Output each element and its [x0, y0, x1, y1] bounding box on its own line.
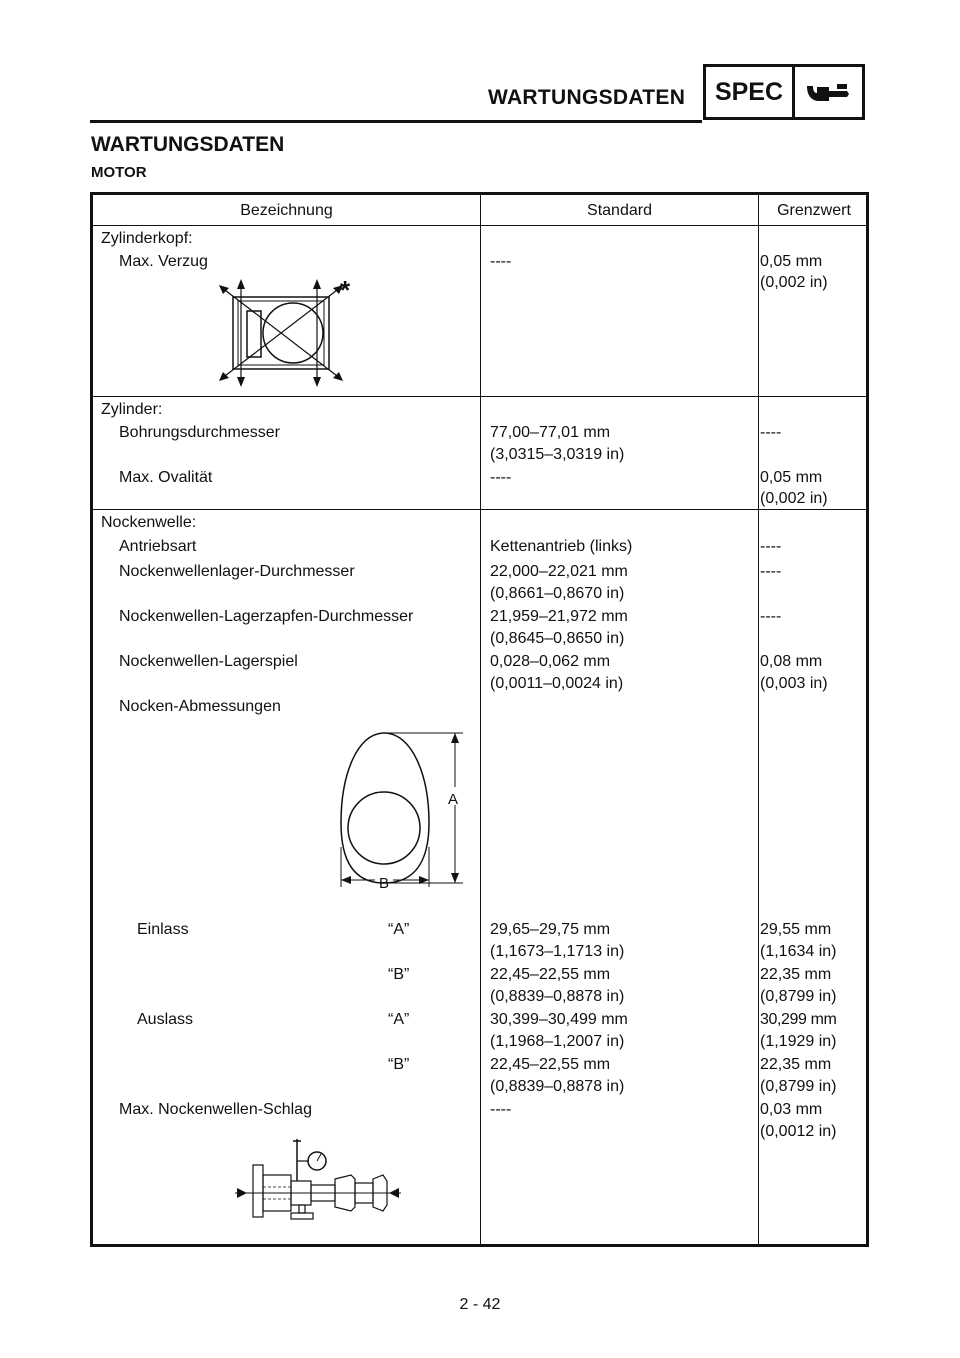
row-standard-auslass-b: 22,45–22,55 mm — [490, 1056, 611, 1073]
row-tag-auslass-b: “B” — [388, 1056, 410, 1073]
header-rule — [90, 120, 702, 123]
row-standard-einlass-a-in: (1,1673–1,1713 in) — [490, 943, 625, 960]
column-header-bezeichnung: Bezeichnung — [240, 202, 333, 219]
row-label-schlag: Max. Nockenwellen-Schlag — [119, 1101, 312, 1118]
row-label-einlass: Einlass — [137, 921, 189, 938]
row-standard-einlass-b-in: (0,8839–0,8878 in) — [490, 988, 625, 1005]
camshaft-runout-figure — [233, 1135, 413, 1235]
cam-label-a: A — [448, 791, 459, 808]
row-limit-spiel: 0,08 mm — [760, 653, 823, 670]
row-label-antrieb: Antriebsart — [119, 538, 197, 555]
spec-label: SPEC — [706, 67, 795, 117]
row-standard-ovalitaet: ---- — [490, 469, 512, 486]
row-label-bohrung: Bohrungsdurchmesser — [119, 424, 280, 441]
row-tag-auslass-a: “A” — [388, 1011, 410, 1028]
row-limit-schlag-in: (0,0012 in) — [760, 1123, 837, 1140]
row-standard-bohrung: 77,00–77,01 mm — [490, 424, 611, 441]
column-divider — [480, 195, 481, 1244]
row-label-zapfen: Nockenwellen-Lagerzapfen-Durchmesser — [119, 608, 414, 625]
row-standard-antrieb: Kettenantrieb (links) — [490, 538, 633, 555]
row-tag-einlass-a: “A” — [388, 921, 410, 938]
header-title: WARTUNGSDATEN — [488, 86, 686, 109]
group-zylinderkopf: Zylinderkopf: — [101, 230, 193, 247]
row-standard-spiel: 0,028–0,062 mm — [490, 653, 611, 670]
row-limit-schlag: 0,03 mm — [760, 1101, 823, 1118]
row-divider — [93, 396, 866, 397]
group-nockenwelle: Nockenwelle: — [101, 514, 197, 531]
row-limit-einlass-a: 29,55 mm — [760, 921, 832, 938]
row-standard-auslass-a-in: (1,1968–1,2007 in) — [490, 1033, 625, 1050]
row-standard-bohrung-in: (3,0315–3,0319 in) — [490, 446, 625, 463]
section-title: WARTUNGSDATEN — [91, 133, 285, 156]
row-standard-auslass-a: 30,399–30,499 mm — [490, 1011, 628, 1028]
row-limit-ovalitaet-in: (0,002 in) — [760, 490, 828, 507]
row-divider — [93, 509, 866, 510]
row-standard-zapfen-in: (0,8645–0,8650 in) — [490, 630, 625, 647]
row-divider — [93, 225, 866, 226]
row-limit-auslass-b: 22,35 mm — [760, 1056, 832, 1073]
row-limit-lager: ---- — [760, 563, 782, 580]
subsection-title: MOTOR — [91, 164, 147, 181]
row-limit-verzug-in: (0,002 in) — [760, 274, 828, 291]
row-label-lager: Nockenwellenlager-Durchmesser — [119, 563, 355, 580]
row-label-abmessungen: Nocken-Abmessungen — [119, 698, 281, 715]
cam-label-b: B — [379, 875, 390, 892]
row-label-ovalitaet: Max. Ovalität — [119, 469, 213, 486]
column-divider — [758, 195, 759, 1244]
row-limit-spiel-in: (0,003 in) — [760, 675, 828, 692]
row-standard-auslass-b-in: (0,8839–0,8878 in) — [490, 1078, 625, 1095]
row-tag-einlass-b: “B” — [388, 966, 410, 983]
row-limit-einlass-b-in: (0,8799 in) — [760, 988, 837, 1005]
row-limit-auslass-a: 30,299 mm — [760, 1011, 837, 1028]
row-standard-zapfen: 21,959–21,972 mm — [490, 608, 628, 625]
row-limit-einlass-b: 22,35 mm — [760, 966, 832, 983]
column-header-grenzwert: Grenzwert — [777, 202, 851, 219]
spec-badge — [703, 64, 865, 120]
row-limit-bohrung: ---- — [760, 424, 782, 441]
row-label-auslass: Auslass — [137, 1011, 194, 1028]
row-limit-zapfen: ---- — [760, 608, 782, 625]
wrench-icon — [795, 67, 862, 117]
spec-table — [90, 192, 869, 1247]
row-standard-schlag: ---- — [490, 1101, 512, 1118]
row-limit-auslass-a-in: (1,1929 in) — [760, 1033, 837, 1050]
group-zylinder: Zylinder: — [101, 401, 163, 418]
row-limit-verzug: 0,05 mm — [760, 253, 823, 270]
row-standard-spiel-in: (0,0011–0,0024 in) — [490, 675, 624, 692]
page-number: 2 - 42 — [459, 1296, 501, 1313]
figure-asterisk: * — [340, 275, 351, 305]
cylinder-head-warp-figure — [211, 277, 351, 387]
row-limit-ovalitaet: 0,05 mm — [760, 469, 823, 486]
row-label-verzug: Max. Verzug — [119, 253, 208, 270]
row-limit-auslass-b-in: (0,8799 in) — [760, 1078, 837, 1095]
row-standard-lager: 22,000–22,021 mm — [490, 563, 628, 580]
column-header-standard: Standard — [587, 202, 652, 219]
row-standard-verzug: ---- — [490, 253, 512, 270]
row-limit-einlass-a-in: (1,1634 in) — [760, 943, 837, 960]
row-standard-lager-in: (0,8661–0,8670 in) — [490, 585, 625, 602]
row-limit-antrieb: ---- — [760, 538, 782, 555]
row-label-spiel: Nockenwellen-Lagerspiel — [119, 653, 298, 670]
row-standard-einlass-a: 29,65–29,75 mm — [490, 921, 611, 938]
row-standard-einlass-b: 22,45–22,55 mm — [490, 966, 611, 983]
